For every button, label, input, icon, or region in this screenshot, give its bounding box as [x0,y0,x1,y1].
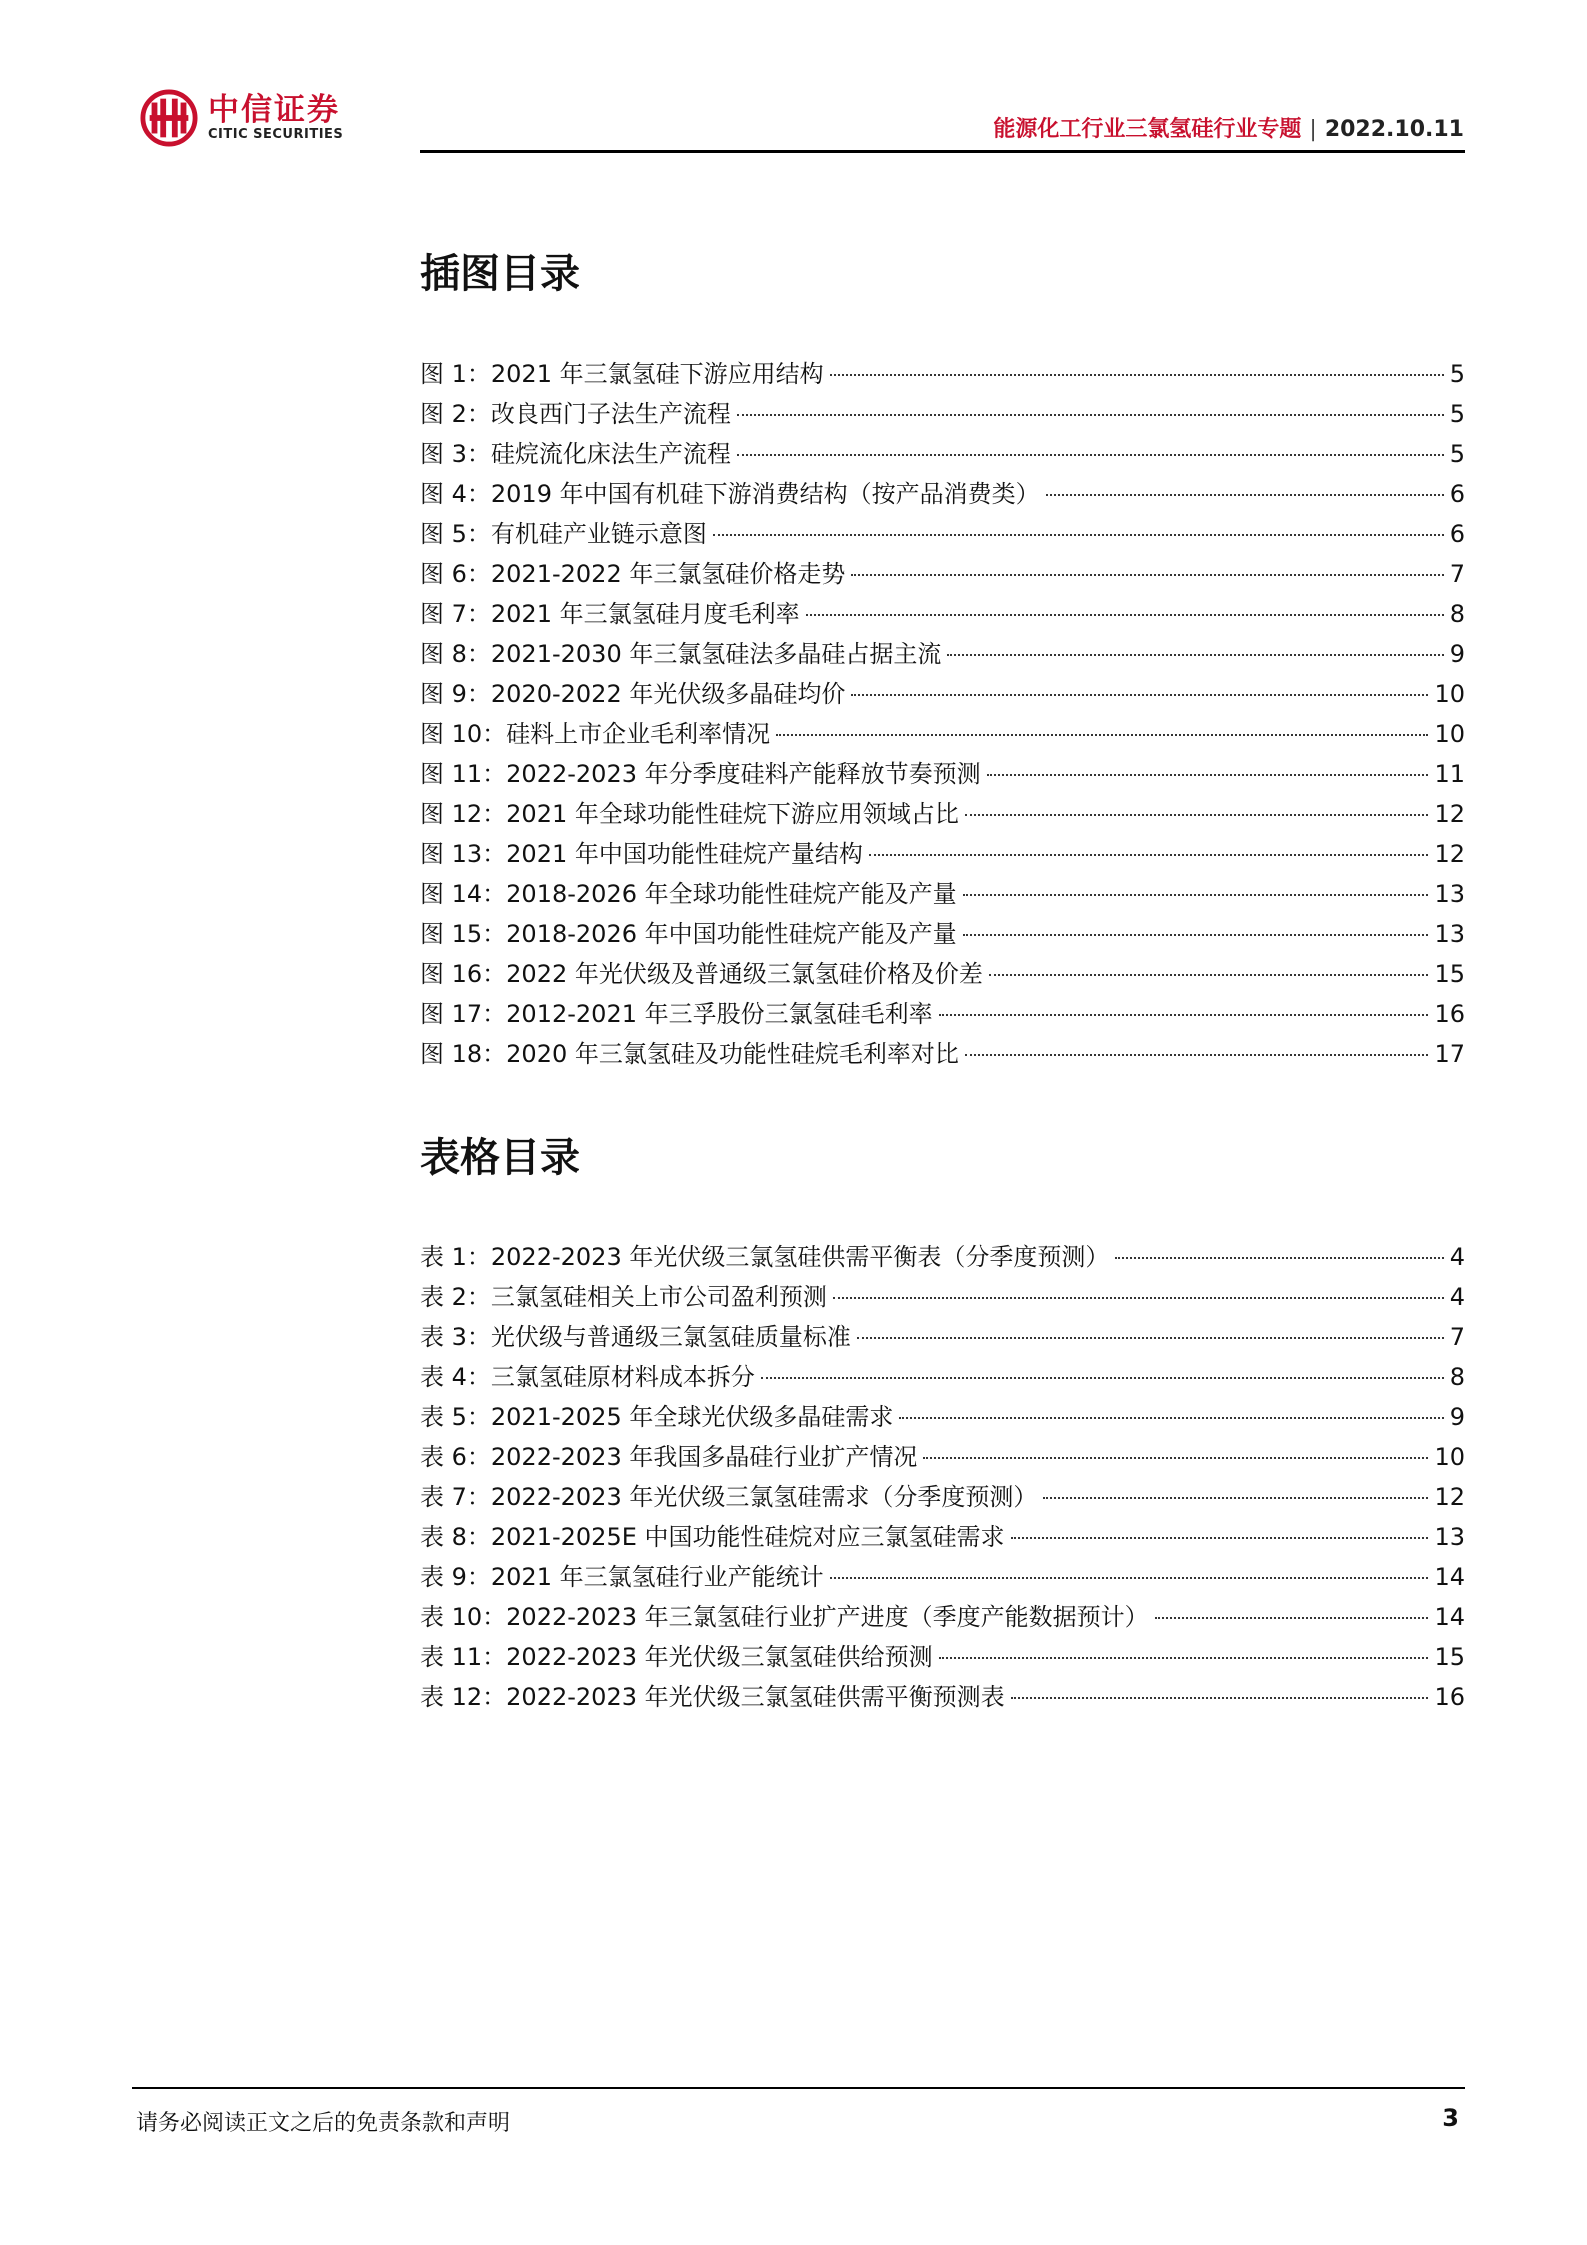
figure-toc-label: 图 6：2021-2022 年三氯氢硅价格走势 [420,560,846,588]
figure-toc-label: 图 8：2021-2030 年三氯氢硅法多晶硅占据主流 [420,640,942,668]
figure-toc-entry[interactable] [420,834,1465,874]
table-toc-label: 表 12：2022-2023 年光伏级三氯氢硅供需平衡预测表 [420,1683,1005,1711]
header-report-info [993,112,1464,143]
figure-toc-label: 图 10：硅料上市企业毛利率情况 [420,720,771,748]
figure-toc-entry[interactable] [420,994,1465,1034]
table-toc-label: 表 8：2021-2025E 中国功能性硅烷对应三氯氢硅需求 [420,1523,1005,1551]
table-toc-page: 4 [1449,1243,1465,1271]
figure-toc-label: 图 12：2021 年全球功能性硅烷下游应用领域占比 [420,800,959,828]
figure-toc-label: 图 4：2019 年中国有机硅下游消费结构（按产品消费类） [420,480,1040,508]
toc-dot-leader [1043,1497,1428,1499]
table-toc-entry[interactable] [420,1517,1465,1557]
figure-toc-entry[interactable] [420,954,1465,994]
table-toc-page: 8 [1449,1363,1465,1391]
figure-toc-label: 图 5：有机硅产业链示意图 [420,520,707,548]
table-toc-entry[interactable] [420,1597,1465,1637]
toc-dot-leader [869,854,1429,856]
figure-toc-entry[interactable] [420,914,1465,954]
figure-toc-page: 12 [1434,800,1465,828]
table-toc-label: 表 2：三氯氢硅相关上市公司盈利预测 [420,1283,827,1311]
figure-toc-page: 10 [1434,680,1465,708]
figure-toc-label: 图 15：2018-2026 年中国功能性硅烷产能及产量 [420,920,957,948]
table-toc-label: 表 11：2022-2023 年光伏级三氯氢硅供给预测 [420,1643,933,1671]
table-toc-page: 10 [1434,1443,1465,1471]
table-toc-entry[interactable] [420,1557,1465,1597]
figure-toc-page: 5 [1449,440,1465,468]
toc-dot-leader [851,574,1443,576]
figure-toc-page: 17 [1434,1040,1465,1068]
toc-dot-leader [899,1417,1443,1419]
figure-toc-entry[interactable] [420,754,1465,794]
table-toc-entry[interactable] [420,1357,1465,1397]
toc-dot-leader [806,614,1444,616]
figure-toc-entry[interactable] [420,674,1465,714]
toc-dot-leader [833,1297,1444,1299]
table-toc-entry[interactable] [420,1397,1465,1437]
figure-toc-page: 8 [1449,600,1465,628]
header-divider [420,150,1465,153]
figure-toc-label: 图 3：硅烷流化床法生产流程 [420,440,731,468]
table-toc-entry[interactable] [420,1477,1465,1517]
figure-toc-entry[interactable] [420,794,1465,834]
toc-dot-leader [1011,1537,1429,1539]
table-toc-page: 7 [1449,1323,1465,1351]
table-toc-page: 12 [1434,1483,1465,1511]
toc-dot-leader [830,374,1444,376]
table-toc-label: 表 1：2022-2023 年光伏级三氯氢硅供需平衡表（分季度预测） [420,1243,1110,1271]
figure-toc-page: 12 [1434,840,1465,868]
figure-toc-label: 图 11：2022-2023 年分季度硅料产能释放节奏预测 [420,760,981,788]
report-date: 2022.10.11 [1324,117,1464,142]
logo-english-name: CITIC SECURITIES [208,127,344,142]
figure-toc-entry[interactable] [420,634,1465,674]
table-toc-entry[interactable] [420,1317,1465,1357]
table-toc-label: 表 7：2022-2023 年光伏级三氯氢硅需求（分季度预测） [420,1483,1038,1511]
table-toc-label: 表 6：2022-2023 年我国多晶硅行业扩产情况 [420,1443,918,1471]
figure-toc-entry[interactable] [420,354,1465,394]
table-toc-entry[interactable] [420,1437,1465,1477]
figure-toc-page: 5 [1449,400,1465,428]
tables-toc-title: 表格目录 [420,1135,580,1181]
figures-toc-title: 插图目录 [420,251,580,297]
table-toc-label: 表 4：三氯氢硅原材料成本拆分 [420,1363,755,1391]
logo-chinese-name: 中信证券 [208,92,340,128]
figure-toc-entry[interactable] [420,554,1465,594]
figure-toc-entry[interactable] [420,1034,1465,1074]
toc-dot-leader [851,694,1428,696]
table-toc-entry[interactable] [420,1277,1465,1317]
figure-toc-page: 5 [1449,360,1465,388]
toc-dot-leader [1155,1617,1429,1619]
toc-dot-leader [737,414,1444,416]
figure-toc-entry[interactable] [420,394,1465,434]
toc-dot-leader [989,974,1429,976]
tables-toc-list [420,1237,1465,1717]
figure-toc-label: 图 2：改良西门子法生产流程 [420,400,731,428]
figure-toc-page: 6 [1449,480,1465,508]
footer-divider [132,2087,1465,2089]
figure-toc-label: 图 17：2012-2021 年三孚股份三氯氢硅毛利率 [420,1000,933,1028]
toc-dot-leader [963,894,1429,896]
figure-toc-label: 图 9：2020-2022 年光伏级多晶硅均价 [420,680,846,708]
table-toc-page: 14 [1434,1563,1465,1591]
toc-dot-leader [965,1054,1429,1056]
toc-dot-leader [963,934,1429,936]
figure-toc-entry[interactable] [420,514,1465,554]
figure-toc-page: 9 [1449,640,1465,668]
header-separator: | [1309,117,1317,142]
figure-toc-label: 图 14：2018-2026 年全球功能性硅烷产能及产量 [420,880,957,908]
toc-dot-leader [965,814,1429,816]
toc-dot-leader [1115,1257,1443,1259]
toc-dot-leader [987,774,1429,776]
toc-dot-leader [1046,494,1444,496]
figure-toc-page: 16 [1434,1000,1465,1028]
figure-toc-label: 图 18：2020 年三氯氢硅及功能性硅烷毛利率对比 [420,1040,959,1068]
table-toc-label: 表 3：光伏级与普通级三氯氢硅质量标准 [420,1323,851,1351]
toc-dot-leader [1011,1697,1429,1699]
toc-dot-leader [830,1577,1429,1579]
page-number: 3 [1442,2104,1459,2132]
toc-dot-leader [761,1377,1444,1379]
toc-dot-leader [737,454,1444,456]
figure-toc-entry[interactable] [420,594,1465,634]
table-toc-entry[interactable] [420,1637,1465,1677]
table-toc-page: 4 [1449,1283,1465,1311]
toc-dot-leader [939,1014,1429,1016]
table-toc-page: 14 [1434,1603,1465,1631]
toc-dot-leader [923,1457,1428,1459]
citic-logo [140,86,343,150]
toc-dot-leader [713,534,1444,536]
table-toc-label: 表 9：2021 年三氯氢硅行业产能统计 [420,1563,824,1591]
toc-dot-leader [939,1657,1429,1659]
table-toc-entry[interactable] [420,1677,1465,1717]
table-toc-page: 15 [1434,1643,1465,1671]
table-toc-page: 9 [1449,1403,1465,1431]
figure-toc-page: 6 [1449,520,1465,548]
toc-dot-leader [947,654,1443,656]
figure-toc-entry[interactable] [420,434,1465,474]
figure-toc-entry[interactable] [420,874,1465,914]
figure-toc-label: 图 16：2022 年光伏级及普通级三氯氢硅价格及价差 [420,960,983,988]
figures-toc-list [420,354,1465,1074]
toc-dot-leader [857,1337,1444,1339]
table-toc-page: 16 [1434,1683,1465,1711]
figure-toc-label: 图 1：2021 年三氯氢硅下游应用结构 [420,360,824,388]
toc-dot-leader [776,734,1428,736]
footer-disclaimer: 请务必阅读正文之后的免责条款和声明 [136,2111,511,2136]
figure-toc-page: 7 [1449,560,1465,588]
table-toc-entry[interactable] [420,1237,1465,1277]
figure-toc-page: 13 [1434,920,1465,948]
figure-toc-page: 15 [1434,960,1465,988]
figure-toc-page: 10 [1434,720,1465,748]
figure-toc-entry[interactable] [420,474,1465,514]
table-toc-label: 表 10：2022-2023 年三氯氢硅行业扩产进度（季度产能数据预计） [420,1603,1149,1631]
figure-toc-label: 图 13：2021 年中国功能性硅烷产量结构 [420,840,863,868]
citic-logo-icon [140,89,198,147]
figure-toc-page: 11 [1434,760,1465,788]
figure-toc-label: 图 7：2021 年三氯氢硅月度毛利率 [420,600,800,628]
table-toc-label: 表 5：2021-2025 年全球光伏级多晶硅需求 [420,1403,894,1431]
table-toc-page: 13 [1434,1523,1465,1551]
figure-toc-entry[interactable] [420,714,1465,754]
figure-toc-page: 13 [1434,880,1465,908]
report-title: 能源化工行业三氯氢硅行业专题 [993,117,1302,142]
